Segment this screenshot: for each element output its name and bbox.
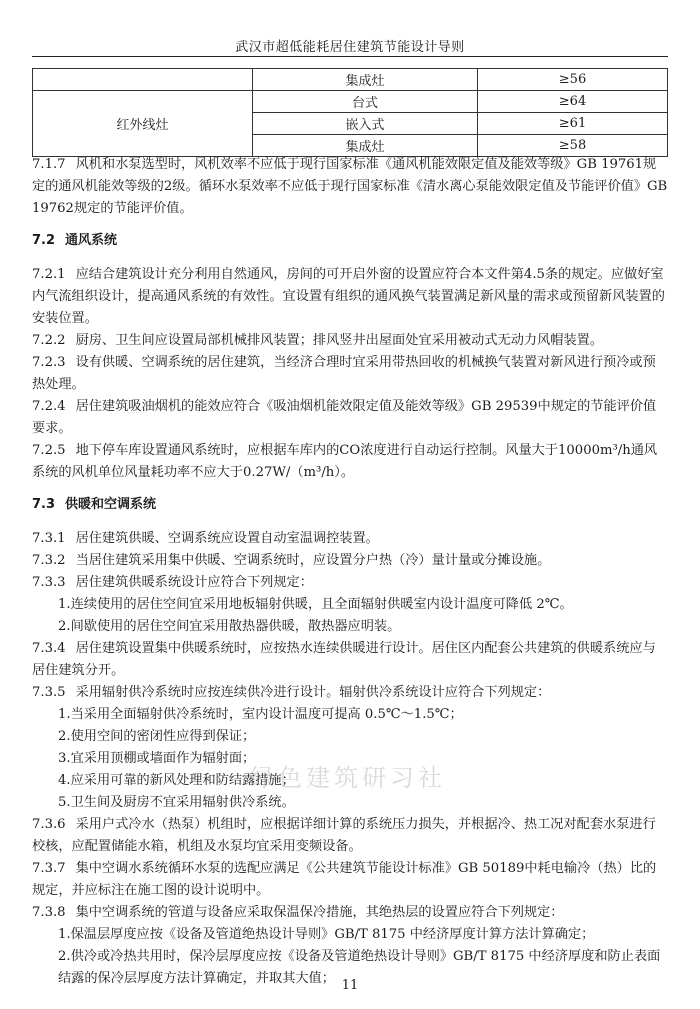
clause-paragraph [32, 814, 668, 858]
table-cell-value: ≥61 [478, 113, 668, 135]
section-title: 通风系统 [65, 233, 118, 248]
header-rule [32, 56, 668, 57]
watermark: 绿色建筑研习社 [250, 764, 446, 792]
clause-number: 7.3.2 [32, 553, 66, 568]
list-item: 1.当采用全面辐射供冷系统时，室内设计温度可提高 0.5℃～1.5℃； [58, 707, 463, 722]
clause-paragraph [32, 528, 668, 550]
list-item: 2.供冷或冷热共用时，保冷层厚度应按《设备及管道绝热设计导则》GB/T 8175 中经济厚度和防止表面结露的保冷层厚度方法计算确定，并取其大值； [58, 949, 661, 986]
list-item: 3.宜采用顶棚或墙面作为辐射面； [58, 751, 256, 766]
clause-paragraph [32, 352, 668, 396]
clause-number: 7.3.8 [32, 905, 66, 920]
page-number: 11 [341, 978, 359, 993]
table-cell-type: 集成灶 [253, 69, 478, 91]
clause-text: 风机和水泵选型时，风机效率不应低于现行国家标准《通风机能效限定值及能效等级》GB 19761规定的通风机能效等级的2级。循环水泵效率不应低于现行国家标准《清水离心泵能效限定值及节能评价值》GB 19762规定的节能评价值。 [32, 157, 668, 216]
list-item: 2.间歇使用的居住空间宜采用散热器供暖，散热器应明装。 [58, 619, 401, 634]
table-cell-type: 嵌入式 [253, 113, 478, 135]
table-cell-type: 台式 [253, 91, 478, 113]
clause-text: 设有供暖、空调系统的居住建筑，当经济合理时宜采用带热回收的机械换气装置对新风进行预冷或预热处理。 [32, 355, 656, 392]
list-item: 1.连续使用的居住空间宜采用地板辐射供暖，且全面辐射供暖室内设计温度可降低 2℃。 [58, 597, 573, 612]
clause-number: 7.3.3 [32, 575, 66, 590]
clause-number: 7.2.1 [32, 267, 66, 282]
clause-paragraph [32, 902, 668, 924]
clause-number: 7.3.6 [32, 817, 66, 832]
clause-paragraph [32, 682, 668, 704]
clause-text: 厨房、卫生间应设置局部机械排风装置；排风竖井出屋面处宜采用被动式无动力风帽装置。 [75, 333, 604, 348]
section-number: 7.2 [32, 233, 56, 248]
clause-number: 7.3.1 [32, 531, 66, 546]
clause-text: 采用户式冷水（热泵）机组时，应根据详细计算的系统压力损失，并根据冷、热工况对配套水泵进行校核，应配置储能水箱，机组及水泵均宜采用变频设备。 [32, 817, 656, 854]
section-number: 7.3 [32, 497, 56, 512]
clause-text: 集中空调系统的管道与设备应采取保温保冷措施，其绝热层的设置应符合下列规定： [75, 905, 564, 920]
clause-paragraph [32, 638, 668, 682]
table-row [33, 69, 668, 91]
clause-text: 地下停车库设置通风系统时，应根据车库内的CO浓度进行自动运行控制。风量大于10000m³/h通风系统的风机单位风量耗功率不应大于0.27W/（m³/h）。 [32, 443, 658, 480]
clause-paragraph [32, 572, 668, 594]
list-item: 2.使用空间的密闭性应得到保证； [58, 729, 256, 744]
table-cell-value: ≥64 [478, 91, 668, 113]
section-heading [32, 494, 668, 516]
clause-number: 7.3.7 [32, 861, 66, 876]
section-title: 供暖和空调系统 [65, 497, 157, 512]
clause-number: 7.3.5 [32, 685, 66, 700]
clause-number: 7.2.2 [32, 333, 66, 348]
list-item: 5.卫生间及厨房不宜采用辐射供冷系统。 [58, 795, 295, 810]
clause-text: 采用辐射供冷系统时应按连续供冷进行设计。辐射供冷系统设计应符合下列规定： [75, 685, 551, 700]
clause-text: 当居住建筑采用集中供暖、空调系统时，应设置分户热（冷）量计量或分摊设施。 [75, 553, 551, 568]
table-cell-empty [33, 69, 253, 91]
clause-number: 7.3.4 [32, 641, 66, 656]
document-body [32, 154, 668, 990]
clause-number: 7.2.3 [32, 355, 66, 370]
table-row [33, 91, 668, 113]
clause-paragraph [32, 330, 668, 352]
clause-paragraph [32, 264, 668, 330]
clause-number: 7.1.7 [32, 157, 66, 172]
clause-text: 居住建筑吸油烟机的能效应符合《吸油烟机能效限定值及能效等级》GB 29539中规定的节能评价值要求。 [32, 399, 657, 436]
section-heading [32, 230, 668, 252]
stove-efficiency-table [32, 68, 668, 157]
clause-paragraph [32, 396, 668, 440]
clause-paragraph [32, 550, 668, 572]
page-header-title: 武汉市超低能耗居住建筑节能设计导则 [235, 40, 465, 55]
clause-text: 应结合建筑设计充分利用自然通风，房间的可开启外窗的设置应符合本文件第4.5条的规定。应做好室内气流组织设计，提高通风系统的有效性。宜设置有组织的通风换气装置满足新风量的需求或预留新风装置的安装位置。 [32, 267, 665, 326]
clause-number: 7.2.5 [32, 443, 66, 458]
list-item: 1.保温层厚度应按《设备及管道绝热设计导则》GB/T 8175 中经济厚度计算方法计算确定； [58, 927, 595, 942]
clause-paragraph [32, 858, 668, 902]
clause-text: 居住建筑供暖、空调系统应设置自动室温调控装置。 [75, 531, 379, 546]
table-cell-type: 集成灶 [253, 135, 478, 157]
list-item: 4.应采用可靠的新风处理和防结露措施； [58, 773, 295, 788]
clause-text: 居住建筑设置集中供暖系统时，应按热水连续供暖进行设计。居住区内配套公共建筑的供暖系统应与居住建筑分开。 [32, 641, 656, 678]
clause-text: 集中空调水系统循环水泵的选配应满足《公共建筑节能设计标准》GB 50189中耗电输冷（热）比的规定，并应标注在施工图的设计说明中。 [32, 861, 657, 898]
table-cell-value: ≥56 [478, 69, 668, 91]
table-group-label: 红外线灶 [33, 91, 253, 157]
clause-paragraph [32, 440, 668, 484]
clause-paragraph [32, 154, 668, 220]
table-cell-value: ≥58 [478, 135, 668, 157]
clause-number: 7.2.4 [32, 399, 66, 414]
clause-text: 居住建筑供暖系统设计应符合下列规定： [75, 575, 313, 590]
